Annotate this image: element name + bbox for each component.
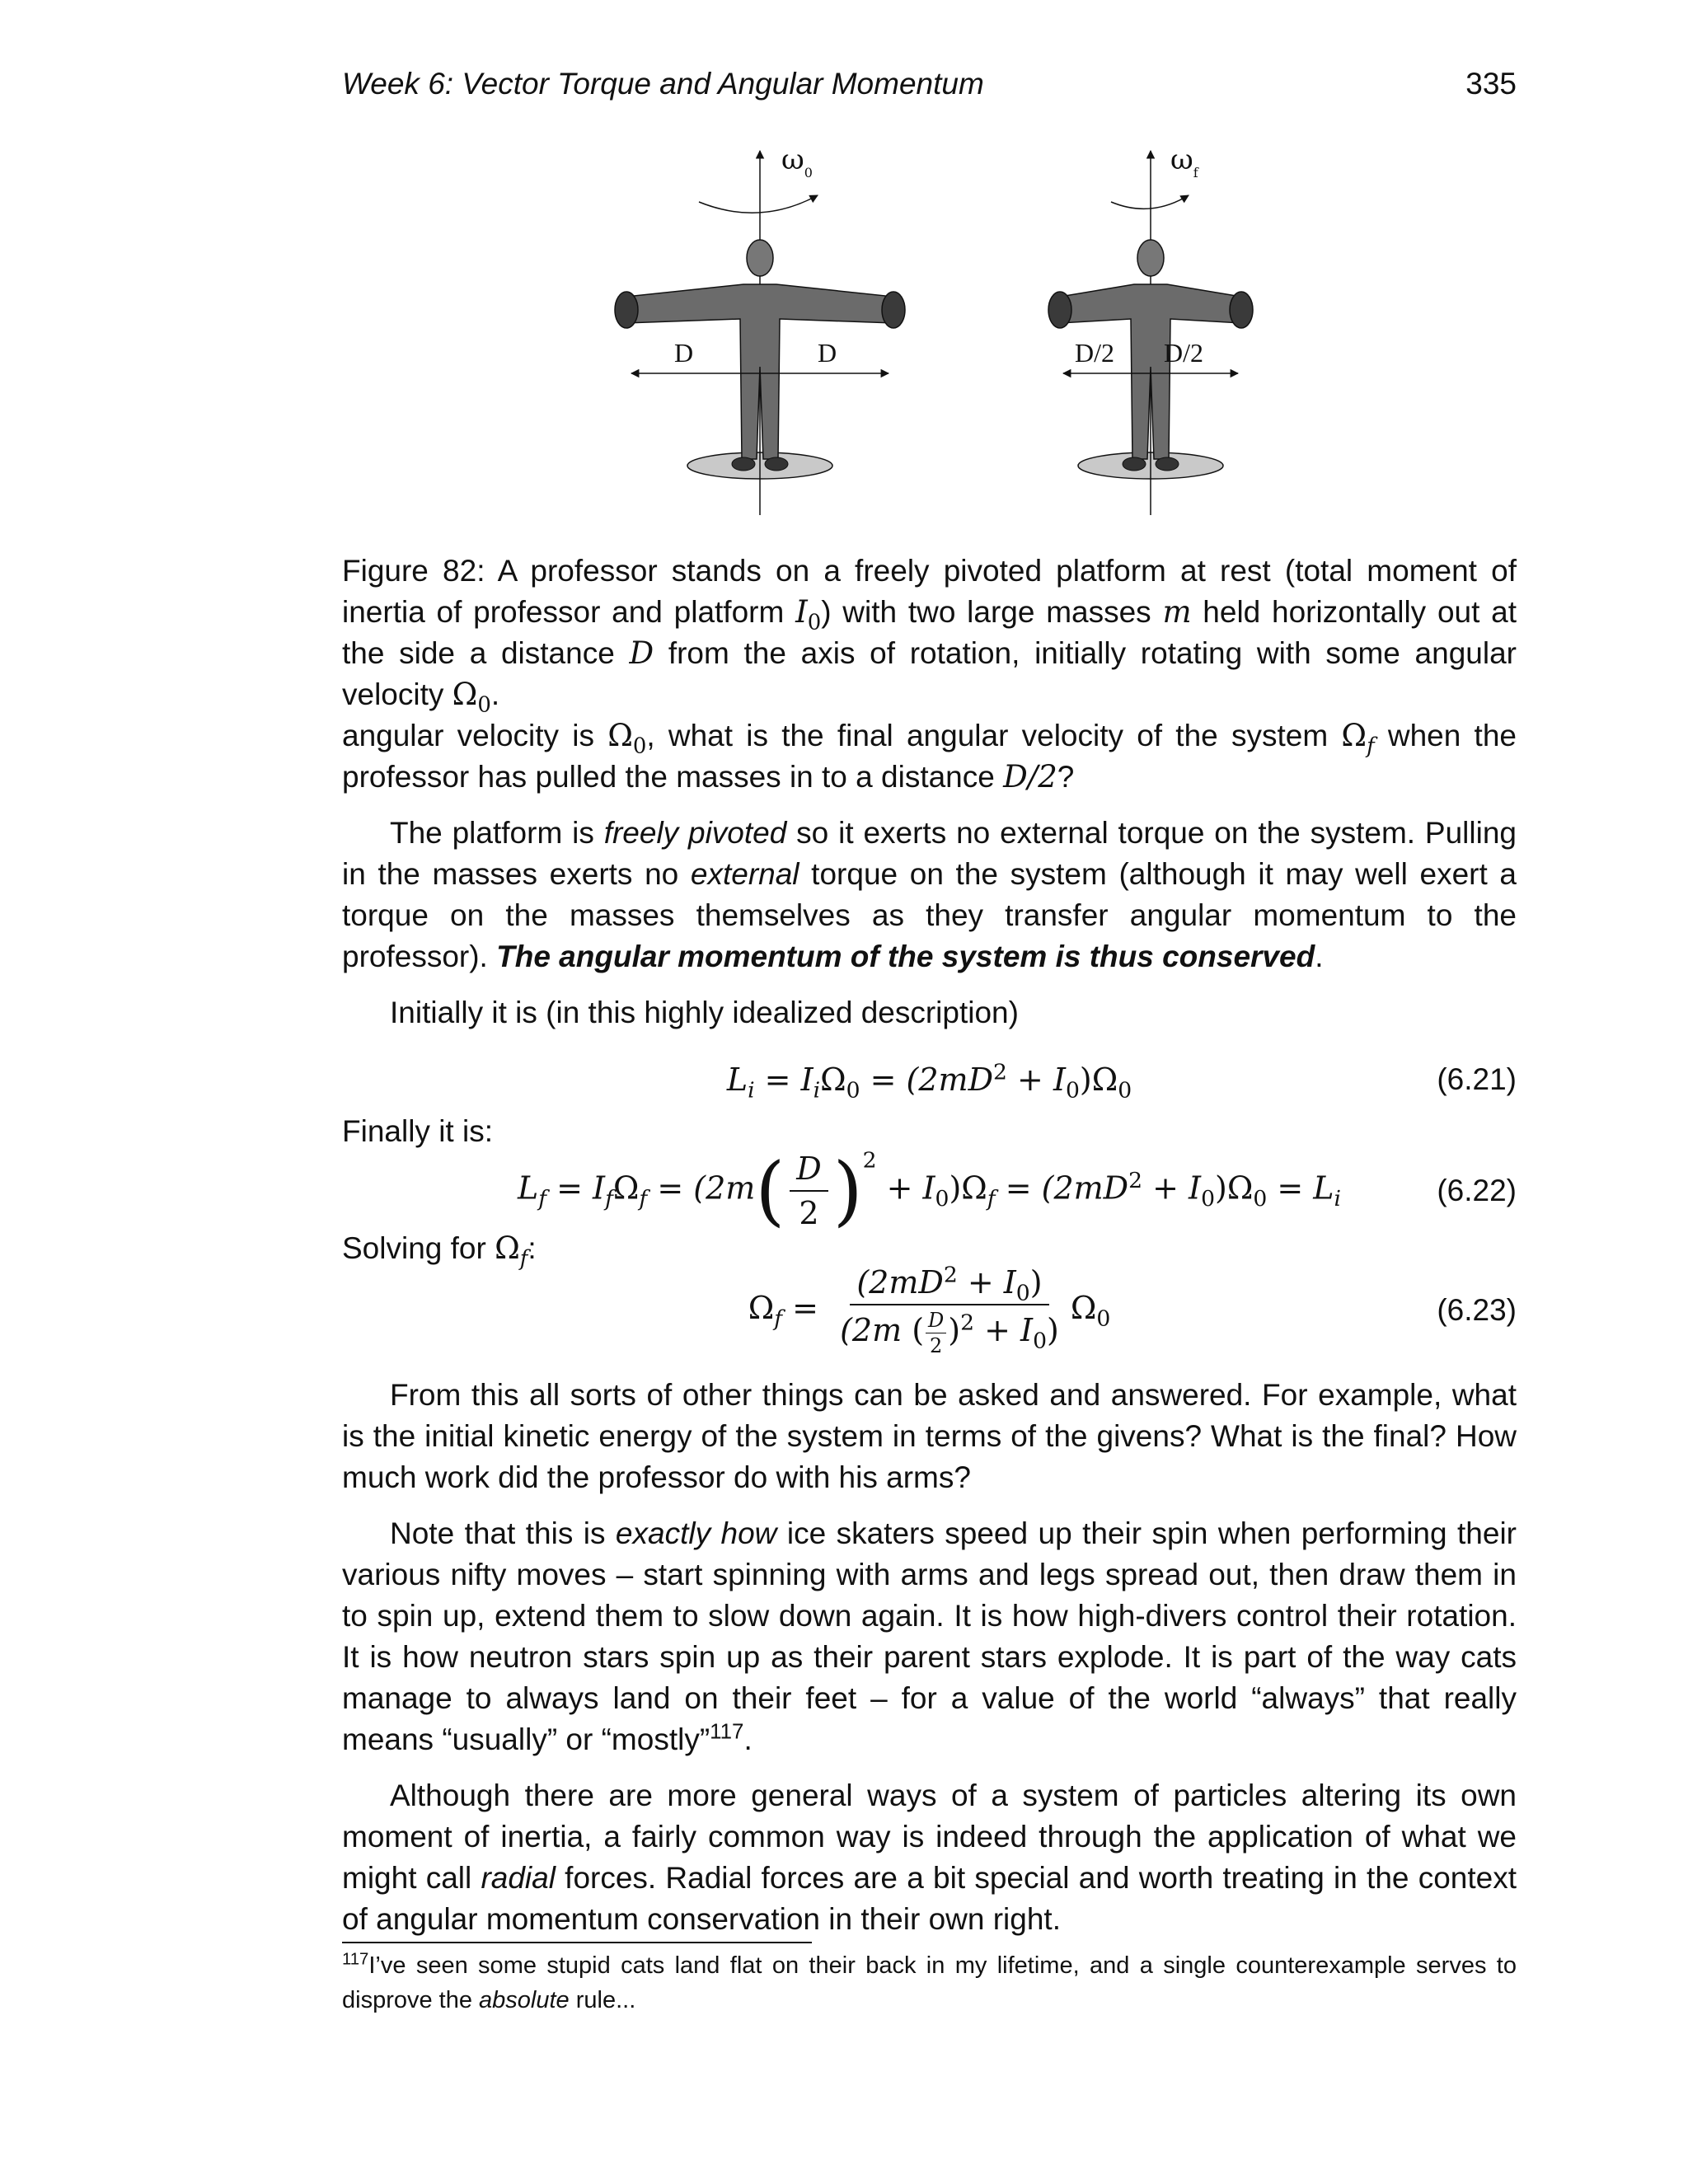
eq622-eq2: = (2m [647,1169,756,1207]
eq622-mid2-sub: f [987,1186,996,1212]
eq623-num-a: (2mD [856,1263,944,1301]
right-distance-label-left: D/2 [1075,338,1114,368]
left-rotation-arrow [699,195,818,213]
eq621-omega-sub: 0 [846,1077,860,1104]
eq622-lhs: L [517,1169,539,1207]
page-number: 335 [1465,67,1517,101]
p2-b: so it exerts no external torque on the system. Pulling in the masses exerts no [342,816,1517,891]
equation-6-22-number: (6.22) [1437,1174,1517,1207]
p6-radial: radial [481,1861,556,1895]
p1-omegaf: Ω [1341,718,1367,753]
body-block-1 [342,715,1517,1033]
eq622-power: 2 [862,1147,877,1174]
solving-omega-sub: f [519,1246,528,1272]
eq623-den-power: 2 [960,1309,975,1335]
right-foot-right [1156,457,1179,471]
caption-text-1: Figure 82: A professor stands on a freely pivoted platform at rest (total moment of inertia of professor and platform [342,554,1517,629]
left-distance-label-right: D [818,338,837,368]
eq622-rhs-a: = (2mD [995,1169,1129,1207]
caption-m-symbol: m [1162,594,1192,630]
figure-82-illustration [602,136,1278,523]
paragraph-1 [342,715,1517,798]
footnote-absolute: absolute [479,1987,570,2013]
eq621-lhs-sub: i [748,1077,755,1104]
figure-caption [342,551,1517,718]
equation-6-21-body [342,1059,1393,1104]
eq622-lhs-sub: f [538,1186,547,1212]
p2-external: external [690,857,799,891]
p6-b: forces. Radial forces are a bit special and worth treating in the context of angular momentum conservation in their own right. [342,1861,1517,1936]
caption-omega0-sub: 0 [477,692,491,718]
p2-a: The platform is [390,816,604,850]
eq623-numerator [850,1261,1048,1306]
left-omega-subscript: 0 [804,165,813,180]
eq622-rhs-d: = L [1267,1169,1334,1207]
eq623-eq: = [782,1289,829,1326]
eq622-rhs-c: )Ω [1215,1169,1254,1207]
eq623-main-fraction [833,1261,1066,1357]
eq621-lhs: L [726,1062,748,1098]
eq622-close-paren: ) [832,1146,863,1235]
eq623-lhs-sub: f [774,1305,783,1332]
running-head [342,64,1517,104]
p1-omega0-sub: 0 [632,733,647,759]
equation-6-22-body [342,1146,1393,1235]
equation-6-21 [342,1055,1517,1104]
eq621-eq1: = I [754,1062,814,1098]
p1-c: when the professor has pulled the masses in to a distance [342,719,1517,794]
eq623-denominator: (2m ( $\frac{D}{2}$ )$^2 + I_0$) [840,1308,1059,1357]
left-foot-left [732,457,755,471]
left-hand-mass-right [882,292,905,328]
right-omega-subscript: f [1193,165,1198,180]
p2-c: torque on the system (although it may well exert a torque on the masses themselves as they transfer angular momentum to the professor). [342,857,1517,973]
eq622-rhs-b-sub: 0 [1201,1186,1215,1212]
footnote-rule [342,1942,812,1943]
equation-6-23 [342,1261,1517,1357]
p6-a: Although there are more general ways of a system of particles altering its own moment of inertia, a fairly common way is indeed through the application of what we might call [342,1779,1517,1895]
eq621-I0-sub: 0 [1065,1077,1080,1104]
right-professor-head [1137,240,1164,276]
equation-6-22 [342,1146,1517,1236]
eq622-mid-sub: 0 [935,1186,950,1212]
right-foot-left [1123,457,1146,471]
eq623-den-b: + I [974,1311,1034,1348]
caption-text-2: ) with two large masses [821,595,1163,629]
eq622-mid: + I [876,1169,935,1207]
initial-configuration [615,143,905,515]
paragraph-5 [342,1513,1517,1760]
left-professor-head [747,240,773,276]
p1-omega0: Ω [607,718,633,753]
eq623-after: Ω [1070,1289,1097,1326]
p5-b: ice skaters speed up their spin when performing their various nifty moves – start spinning with arms and legs spread out, then draw them in to spin up, extend them to slow down again. It is how high-divers control their rotation. It is how neutron stars spin up as their parent stars explode. It is part of the way cats manage to always land on their feet – for a value of the world “always” that really means “usually” or “mostly” [342,1516,1517,1756]
eq622-If-sub: f [605,1186,613,1212]
p2-conclusion: The angular momentum of the system is thus conserved [496,940,1315,973]
right-distance-label-right: D/2 [1164,338,1203,368]
eq623-den-c: ) [1046,1311,1059,1348]
caption-D-symbol: D [629,635,654,671]
left-hand-mass-left [615,292,638,328]
p1-d: ? [1057,760,1075,794]
eq622-open-paren: ( [755,1146,785,1235]
solving-text: Solving for [342,1231,495,1265]
footnote-text-b: rule... [569,1987,636,2013]
p1-d-over-2: D/2 [1003,759,1057,794]
footnote-ref-117[interactable]: 117 [710,1720,744,1744]
solving-label [342,1228,537,1272]
p5-a: Note that this is [390,1516,616,1550]
caption-text-4: from the axis of rotation, initially rotating with some angular velocity [342,636,1517,711]
p2-freely-pivoted: freely pivoted [603,816,787,850]
footnote-number: 117 [342,1950,369,1969]
equation-6-23-number: (6.23) [1437,1293,1517,1327]
eq621-i-sub: i [813,1077,821,1104]
eq623-den-fraction [926,1309,946,1357]
footnote-text-a: I’ve seen some stupid cats land flat on their back in my lifetime, and a single counterexample serves to disprove the [342,1952,1517,2013]
solving-colon: : [528,1231,537,1265]
caption-text-3: held horizontally out at the side a distance [342,595,1517,670]
p1-omegaf-sub: f [1367,733,1375,759]
eq623-den-frac-den: 2 [930,1333,943,1357]
eq623-num-c: ) [1029,1263,1043,1301]
left-foot-right [765,457,788,471]
p5-exactly-how: exactly how [615,1516,777,1550]
left-omega-label [781,143,813,180]
caption-I0-sub: 0 [807,610,822,635]
eq623-den-a: (2m [840,1311,903,1348]
eq622-rhs-sq: 2 [1128,1167,1143,1193]
eq623-den-frac-num: D [926,1309,946,1333]
footnote-117 [342,1948,1517,2018]
equation-6-23-body [342,1261,1393,1357]
solving-omega: Ω [495,1230,520,1266]
paragraph-6 [342,1775,1517,1940]
eq622-frac-num: D [790,1151,828,1192]
eq621-rest-b: + I [1006,1062,1066,1098]
right-hand-mass-left [1048,292,1071,328]
eq621-omega: Ω [820,1062,846,1098]
paragraph-3: Initially it is (in this highly idealized description) [390,996,1019,1029]
right-omega-label [1170,143,1199,180]
eq622-rhs-b: + I [1142,1169,1202,1207]
caption-text-5: . [490,677,500,711]
eq621-rest-a: = (2mD [860,1062,994,1098]
eq621-sq: 2 [993,1059,1007,1085]
eq621-rest-c: )Ω [1079,1062,1118,1098]
eq622-frac-den: 2 [799,1195,819,1231]
left-omega-symbol: ω [781,143,804,176]
eq622-om: Ω [612,1169,640,1207]
right-rotation-arrow [1111,195,1189,209]
eq622-mid2: )Ω [949,1169,987,1207]
p5-c: . [743,1722,753,1756]
body-block-2 [342,1375,1517,1940]
eq623-den-sub: 0 [1033,1328,1047,1354]
chapter-title: Week 6: Vector Torque and Angular Momentum [342,67,984,101]
p2-d: . [1315,940,1324,973]
left-distance-label-left: D [674,338,694,368]
eq623-num-sub: 0 [1015,1280,1030,1306]
paragraph-2 [342,813,1517,977]
eq623-num-b: + I [957,1263,1016,1301]
eq622-eq1: = I [546,1169,606,1207]
equation-6-21-number: (6.21) [1437,1062,1517,1096]
eq622-rhs-c-sub: 0 [1253,1186,1268,1212]
right-hand-mass-right [1230,292,1253,328]
eq621-final-sub: 0 [1118,1077,1132,1104]
eq623-num-sq: 2 [943,1261,958,1287]
right-omega-symbol: ω [1170,143,1193,176]
figure-82 [602,136,1278,523]
p1-a: angular velocity is [342,719,608,752]
eq622-fraction [790,1151,828,1231]
paragraph-4: From this all sorts of other things can be asked and answered. For example, what is the initial kinetic energy of the system in terms of the givens? What is the final? How much work did the professor do with his arms? [342,1378,1517,1494]
finally-label: Finally it is: [342,1114,493,1148]
final-configuration [1048,143,1253,515]
eq622-rhs-d-sub: i [1334,1186,1342,1212]
caption-omega0-symbol: Ω [452,677,478,712]
eq623-after-sub: 0 [1096,1305,1111,1332]
eq622-om-sub: f [639,1186,648,1212]
p1-b: , what is the final angular velocity of the system [646,719,1342,752]
eq623-lhs: Ω [748,1289,775,1326]
caption-I0-symbol: I [795,594,808,630]
